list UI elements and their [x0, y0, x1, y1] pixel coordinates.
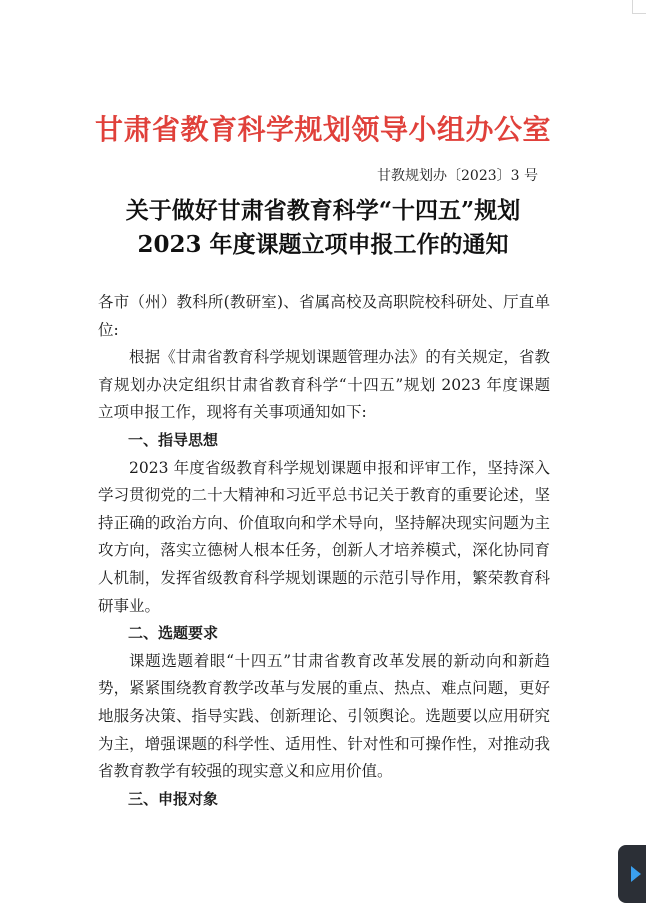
page-corner	[632, 0, 646, 14]
title-line-2: 2023 年度课题立项申报工作的通知	[137, 231, 509, 258]
document-title	[0, 194, 646, 262]
next-page-button[interactable]	[618, 845, 646, 903]
section-heading-applicants: 三、申报对象	[128, 789, 219, 808]
document-body	[98, 289, 550, 813]
intro-paragraph: 根据《甘肃省教育科学规划课题管理办法》的有关规定，省教育规划办决定组织甘肃省教育科学“十四五”规划 2023 年度课题立项申报工作，现将有关事项通知如下:	[98, 348, 550, 422]
issuing-organization: 甘肃省教育科学规划领导小组办公室	[94, 113, 551, 146]
section-text-topic-requirements: 课题选题着眼“十四五”甘肃省教育改革发展的新动向和新趋势，紧紧围绕教育教学改革与发展的重点、热点、难点问题，更好地服务决策、指导实践、创新理论、引领舆论。选题要以应用研究为主，增强课题的科学性、适用性、针对性和可操作性，对推动我省教育教学有较强的现实意义和应用价值。	[98, 651, 550, 781]
play-arrow-icon	[631, 866, 641, 882]
section-heading-guiding-ideology: 一、指导思想	[128, 430, 219, 449]
title-line-1: 关于做好甘肃省教育科学“十四五”规划	[125, 197, 521, 224]
document-number: 甘教规划办〔2023〕3 号	[377, 168, 538, 184]
section-text-guiding-ideology: 2023 年度省级教育科学规划课题申报和评审工作，坚持深入学习贯彻党的二十大精神和习近平总书记关于教育的重要论述，坚持正确的政治方向、价值取向和学术导向，坚持解决现实问题为主攻方向，落实立德树人根本任务，创新人才培养模式，深化协同育人机制，发挥省级教育科学规划课题的示范引导作用，繁荣教育科研事业。	[98, 458, 550, 615]
addressee: 各市（州）教科所(教研室)、省属高校及高职院校科研处、厅直单位:	[98, 293, 550, 339]
section-heading-topic-requirements: 二、选题要求	[128, 624, 219, 643]
